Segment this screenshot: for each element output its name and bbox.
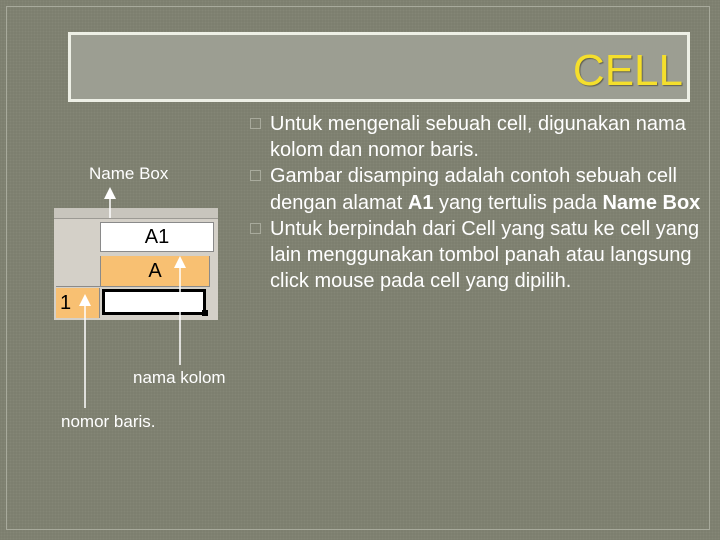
bullet-segment: Untuk berpindah dari Cell yang satu ke cell yang lain menggunakan tombol panah atau langsung click mouse pada cell yang dipilih. <box>270 217 700 293</box>
bullet-marker-icon <box>250 118 261 129</box>
bullet-item <box>247 216 707 295</box>
excel-name-box: A1 <box>100 222 214 252</box>
bullet-item <box>247 111 707 163</box>
bullet-text <box>270 218 699 292</box>
bullet-list <box>247 111 707 294</box>
excel-column-header: A <box>101 256 210 287</box>
bullet-segment: yang tertulis pada <box>433 191 603 214</box>
excel-row-header: 1 <box>56 288 100 318</box>
bullet-segment-bold: A1 <box>407 191 434 214</box>
bullet-text <box>270 165 700 213</box>
bullet-text <box>270 113 686 161</box>
nama-kolom-label: nama kolom <box>133 368 226 387</box>
bullet-item <box>247 163 707 215</box>
slide-title: CELL <box>572 46 683 95</box>
bullet-segment-bold: Name Box <box>602 191 701 214</box>
name-box-label: Name Box <box>89 164 169 183</box>
bullet-marker-icon <box>250 170 261 181</box>
bullet-marker-icon <box>250 223 261 234</box>
bullet-segment: Untuk mengenali sebuah cell, digunakan nama kolom dan nomor baris. <box>270 113 686 162</box>
bullet-segment: Gambar disamping adalah contoh sebuah cell dengan alamat <box>270 165 677 214</box>
nomor-baris-label: nomor baris. <box>61 412 156 431</box>
